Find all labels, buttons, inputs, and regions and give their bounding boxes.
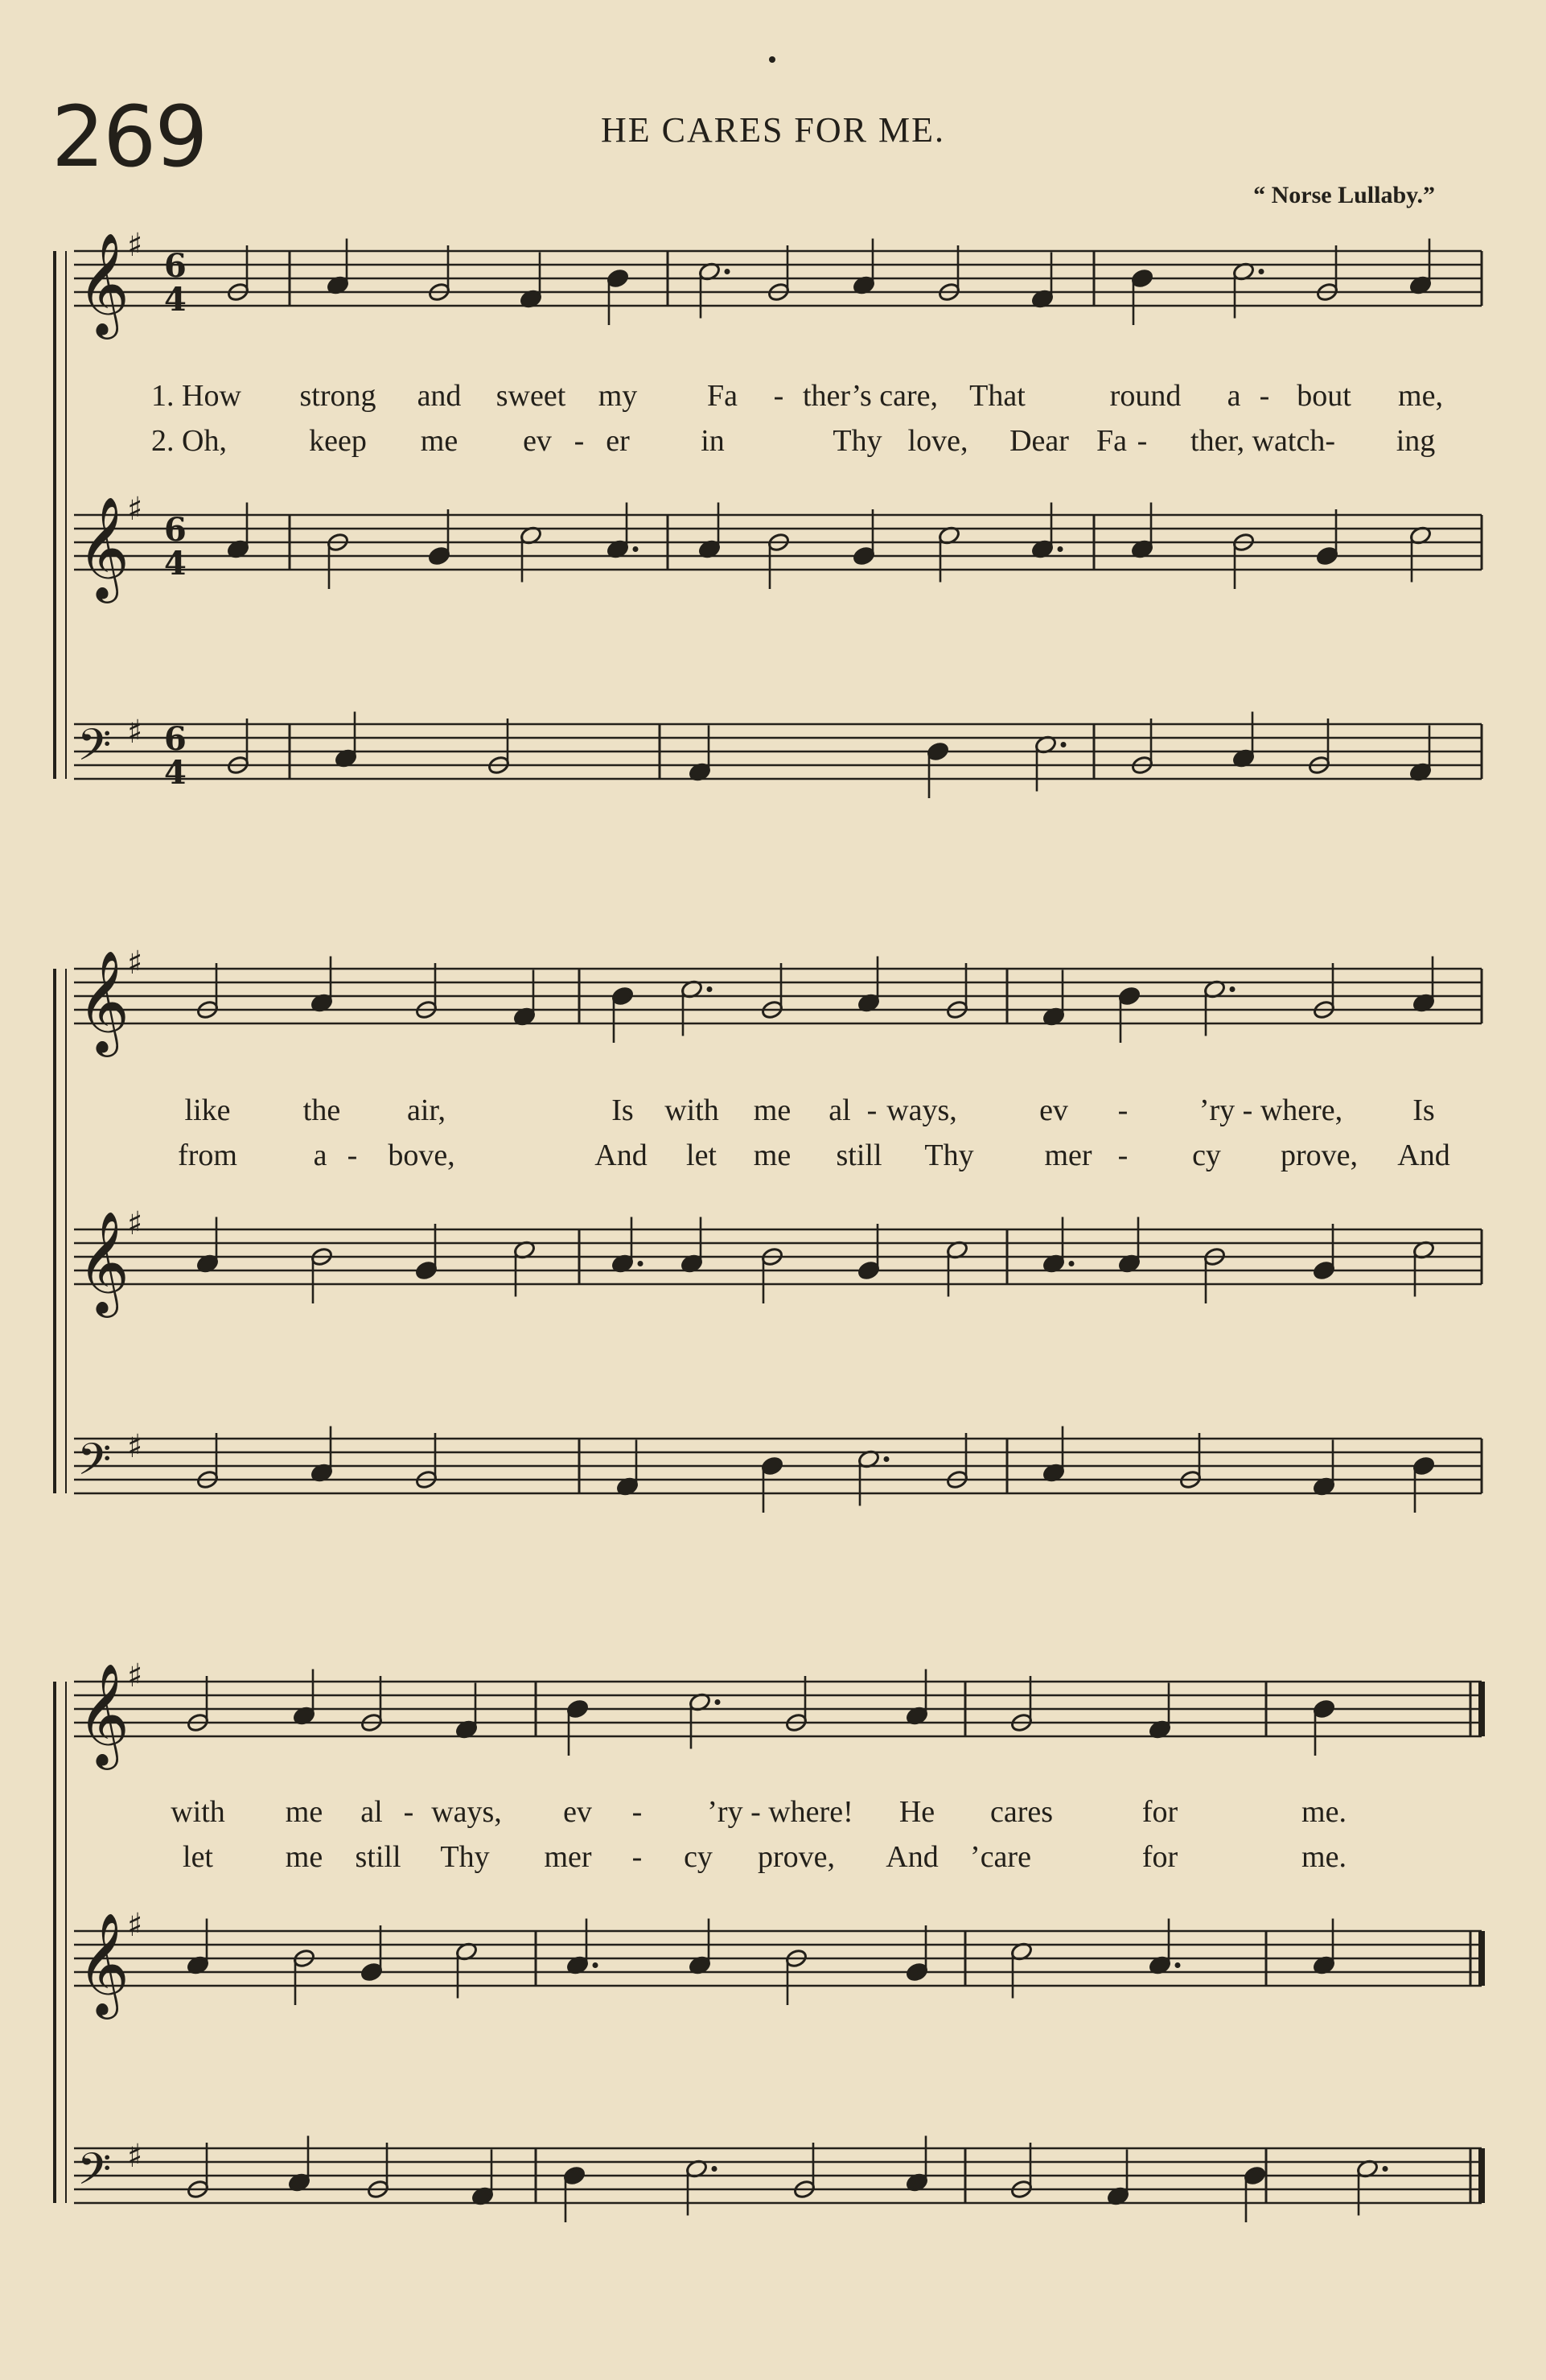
- lyrics-system2-verse2: [0, 1138, 1546, 1170]
- lyric-syllable: the: [302, 1093, 341, 1127]
- lyric-syllable: Fa: [707, 379, 738, 413]
- lyric-syllable: me,: [1398, 379, 1443, 413]
- lyric-syllable: ther’s care,: [802, 379, 939, 413]
- key-signature-sharp: ♯: [127, 945, 143, 982]
- time-signature-top: 6: [164, 247, 187, 285]
- note-dot: [1230, 986, 1236, 992]
- hymn-title: HE CARES FOR ME.: [600, 110, 946, 150]
- hymn-number: 269: [51, 88, 207, 186]
- lyric-syllable: Thy: [440, 1840, 490, 1874]
- lyric-syllable: -: [773, 379, 784, 413]
- lyric-syllable: let: [686, 1139, 717, 1172]
- lyric-syllable: -: [574, 424, 585, 458]
- lyric-syllable: a: [1227, 379, 1241, 413]
- treble-clef: 𝄞: [77, 1210, 130, 1313]
- lyric-syllable: al: [829, 1093, 851, 1127]
- time-signature-bottom: 4: [164, 545, 187, 583]
- lyric-syllable: -: [631, 1795, 643, 1829]
- note-dot: [1061, 742, 1067, 747]
- treble-clef: 𝄞: [77, 1912, 130, 2015]
- lyric-syllable: for: [1141, 1795, 1178, 1829]
- lyrics-system1-verse1: [0, 378, 1546, 413]
- lyric-syllable: 2. Oh,: [151, 424, 227, 458]
- lyric-syllable: strong: [299, 379, 376, 413]
- lyric-syllable: cy: [684, 1840, 713, 1874]
- lyric-syllable: with: [664, 1093, 719, 1127]
- note-dot: [715, 1699, 721, 1705]
- key-signature-sharp: ♯: [127, 1907, 143, 1944]
- treble-clef: 𝄞: [77, 232, 130, 335]
- lyric-syllable: sweet: [495, 379, 566, 413]
- lyric-syllable: Thy: [833, 424, 882, 458]
- page-dot: [769, 56, 775, 63]
- bass-clef: 𝄢: [77, 719, 112, 781]
- bass-clef: 𝄢: [77, 1434, 112, 1496]
- note-dot: [593, 1962, 598, 1968]
- key-signature-sharp: ♯: [127, 1205, 143, 1242]
- lyric-syllable: -: [1117, 1093, 1129, 1127]
- lyric-syllable: me: [285, 1840, 323, 1874]
- lyric-syllable: -: [347, 1139, 358, 1172]
- lyric-syllable: ’ry - where,: [1199, 1093, 1343, 1127]
- lyric-syllable: -: [1259, 379, 1270, 413]
- lyric-syllable: ’ry - where!: [707, 1795, 853, 1829]
- lyrics-system3-verse2: [0, 1839, 1546, 1874]
- lyric-syllable: me: [753, 1093, 792, 1127]
- lyric-syllable: mer: [1044, 1139, 1092, 1172]
- key-signature-sharp: ♯: [127, 227, 143, 264]
- lyric-syllable: ways,: [886, 1093, 957, 1127]
- lyrics-system1-verse2: [0, 423, 1546, 458]
- lyric-syllable: er: [606, 424, 630, 458]
- lyric-syllable: -: [1137, 424, 1148, 458]
- key-signature-sharp: ♯: [127, 2138, 143, 2175]
- time-signature-bottom: 4: [164, 281, 187, 319]
- time-signature-top: 6: [164, 511, 187, 549]
- lyric-syllable: mer: [544, 1840, 592, 1874]
- lyric-syllable: love,: [907, 424, 968, 458]
- lyric-syllable: me: [420, 424, 458, 458]
- lyric-syllable: for: [1141, 1840, 1178, 1874]
- lyric-syllable: with: [171, 1795, 225, 1829]
- bass-clef: 𝄢: [77, 2143, 112, 2205]
- time-signature-bottom: 4: [164, 754, 187, 792]
- lyric-syllable: And: [886, 1840, 939, 1874]
- note-dot: [707, 986, 713, 992]
- note-dot: [1069, 1261, 1075, 1266]
- lyric-syllable: And: [594, 1139, 648, 1172]
- note-dot: [884, 1456, 890, 1462]
- lyric-syllable: bout: [1297, 379, 1351, 413]
- lyric-syllable: cy: [1192, 1139, 1221, 1172]
- lyric-syllable: in: [701, 424, 725, 458]
- lyric-syllable: Is: [611, 1093, 634, 1127]
- lyric-syllable: prove,: [1280, 1139, 1359, 1172]
- lyric-syllable: He: [898, 1795, 935, 1829]
- lyric-syllable: And: [1397, 1139, 1450, 1172]
- lyric-syllable: still: [355, 1840, 401, 1874]
- note-dot: [638, 1261, 643, 1266]
- lyric-syllable: -: [1117, 1139, 1129, 1172]
- lyric-syllable: ev: [523, 424, 552, 458]
- lyric-syllable: cares: [989, 1795, 1054, 1829]
- lyric-syllable: and: [417, 379, 462, 413]
- lyric-syllable: ev: [1039, 1093, 1068, 1127]
- lyrics-system2-verse1: [0, 1093, 1546, 1125]
- lyric-syllable: still: [836, 1139, 882, 1172]
- lyric-syllable: bove,: [388, 1139, 455, 1172]
- note-dot: [725, 269, 730, 274]
- lyric-syllable: from: [178, 1139, 237, 1172]
- lyric-syllable: me: [753, 1139, 792, 1172]
- lyric-syllable: Dear: [1009, 424, 1069, 458]
- lyric-syllable: let: [183, 1840, 213, 1874]
- note-dot: [633, 546, 639, 552]
- lyric-syllable: ther, watch-: [1190, 424, 1335, 458]
- note-dot: [712, 2166, 717, 2172]
- lyric-syllable: a: [313, 1139, 327, 1172]
- lyric-syllable: That: [969, 379, 1026, 413]
- treble-clef: 𝄞: [77, 496, 130, 599]
- lyric-syllable: round: [1109, 379, 1182, 413]
- note-dot: [1058, 546, 1063, 552]
- lyric-syllable: ways,: [431, 1795, 502, 1829]
- key-signature-sharp: ♯: [127, 1428, 143, 1465]
- note-dot: [1383, 2166, 1388, 2172]
- lyric-syllable: 1. How: [151, 379, 241, 413]
- lyric-syllable: air,: [406, 1093, 446, 1127]
- lyric-syllable: ’care: [970, 1840, 1031, 1874]
- note-dot: [1259, 269, 1264, 274]
- lyric-syllable: -: [631, 1840, 643, 1874]
- lyric-syllable: keep: [309, 424, 367, 458]
- note-dot: [1175, 1962, 1181, 1968]
- lyrics-system3-verse1: [0, 1794, 1546, 1829]
- lyric-syllable: like: [184, 1093, 231, 1127]
- lyric-syllable: al: [360, 1795, 383, 1829]
- lyric-syllable: prove,: [757, 1840, 836, 1874]
- lyric-syllable: me.: [1301, 1840, 1347, 1874]
- lyric-syllable: -: [866, 1093, 878, 1127]
- treble-clef: 𝄞: [77, 1662, 130, 1765]
- tune-name: “ Norse Lullaby.”: [1253, 182, 1435, 208]
- lyric-syllable: ing: [1396, 424, 1436, 458]
- lyric-syllable: Thy: [924, 1139, 974, 1172]
- lyric-syllable: me.: [1301, 1795, 1347, 1829]
- key-signature-sharp: ♯: [127, 491, 143, 528]
- lyric-syllable: Fa: [1096, 424, 1127, 458]
- lyric-syllable: me: [285, 1795, 323, 1829]
- lyric-syllable: Is: [1412, 1093, 1435, 1127]
- lyric-syllable: my: [598, 379, 638, 413]
- key-signature-sharp: ♯: [127, 1657, 143, 1694]
- lyric-syllable: -: [403, 1795, 414, 1829]
- lyric-syllable: ev: [563, 1795, 592, 1829]
- key-signature-sharp: ♯: [127, 714, 143, 751]
- time-signature-top: 6: [164, 720, 187, 758]
- treble-clef: 𝄞: [77, 949, 130, 1052]
